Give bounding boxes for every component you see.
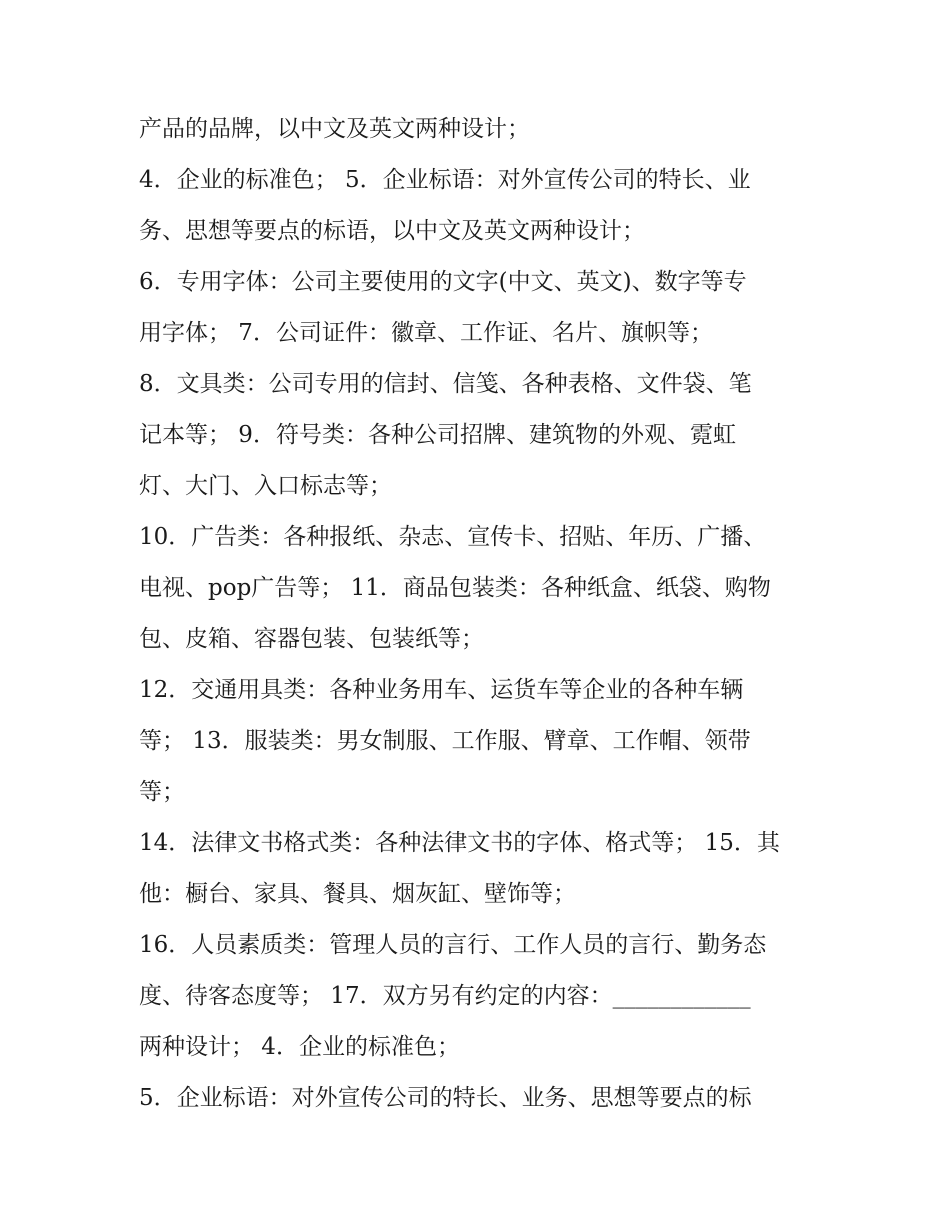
text-line-2: 4．企业的标准色； 5．企业标语：对外宣传公司的特长、业 [139, 167, 751, 193]
text-line-3: 务、思想等要点的标语，以中文及英文两种设计； [139, 218, 645, 244]
text-line-10: 电视、pop广告等； 11．商品包装类：各种纸盒、纸袋、购物 [139, 575, 771, 601]
text-line-17: 16．人员素质类：管理人员的言行、工作人员的言行、勤务态 [139, 932, 767, 958]
text-line-20: 5．企业标语：对外宣传公司的特长、业务、思想等要点的标 [139, 1085, 752, 1111]
text-line-7: 记本等； 9．符号类：各种公司招牌、建筑物的外观、霓虹 [139, 422, 736, 448]
text-line-11: 包、皮箱、容器包装、包装纸等； [139, 626, 484, 652]
text-line-13: 等； 13．服装类：男女制服、工作服、臂章、工作帽、领带 [139, 728, 751, 754]
text-line-1: 产品的品牌，以中文及英文两种设计； [139, 116, 530, 142]
text-line-9: 10．广告类：各种报纸、杂志、宣传卡、招贴、年历、广播、 [139, 524, 767, 550]
text-line-8: 灯、大门、入口标志等； [139, 473, 392, 499]
text-line-18: 度、待客态度等； 17．双方另有约定的内容：____________ [139, 983, 751, 1009]
text-line-6: 8．文具类：公司专用的信封、信笺、各种表格、文件袋、笔 [139, 371, 752, 397]
text-line-4: 6．专用字体：公司主要使用的文字(中文、英文)、数字等专 [139, 269, 747, 295]
text-line-16: 他：橱台、家具、餐具、烟灰缸、壁饰等； [139, 881, 576, 907]
text-line-19: 两种设计； 4．企业的标准色； [139, 1034, 460, 1060]
text-line-14: 等； [139, 779, 185, 805]
text-line-12: 12．交通用具类：各种业务用车、运货车等企业的各种车辆 [139, 677, 744, 703]
text-line-5: 用字体； 7．公司证件：徽章、工作证、名片、旗帜等； [139, 320, 713, 346]
body-text [139, 104, 839, 1124]
text-line-15: 14．法律文书格式类：各种法律文书的字体、格式等； 15．其 [139, 830, 780, 856]
